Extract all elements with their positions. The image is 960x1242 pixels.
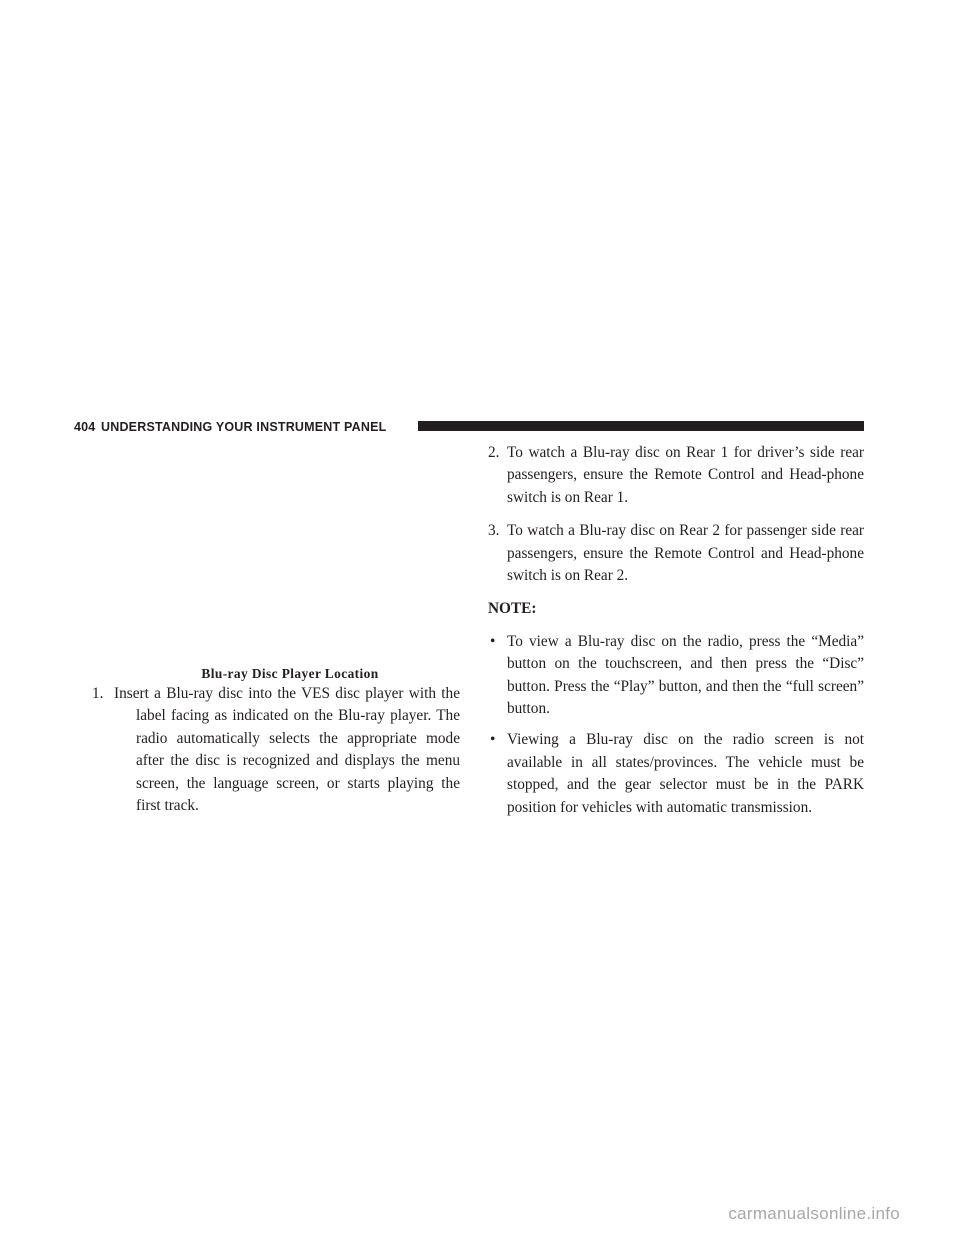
- section-title: UNDERSTANDING YOUR INSTRUMENT PANEL: [101, 420, 387, 434]
- figure-image-area: [112, 440, 462, 660]
- header-rule: [418, 421, 864, 431]
- list-item-text: Insert a Blu-ray disc into the VES disc player with the label facing as indicated on the Blu-ray player. The radio automatically selects the appropriate mode after the disc is recognized and displays the menu screen, the language screen, or starts playing the first track.: [114, 685, 460, 815]
- note-bullet: [488, 729, 864, 819]
- list-item-text: To watch a Blu-ray disc on Rear 1 for driver’s side rear passengers, ensure the Remote Control and Head-phone switch is on Rear 1.: [507, 444, 864, 506]
- list-item-1: [92, 683, 460, 817]
- bullet-icon: •: [490, 731, 496, 749]
- figure-caption: Blu-ray Disc Player Location: [201, 666, 379, 681]
- list-item-number: 2.: [488, 444, 500, 461]
- note-heading: NOTE:: [488, 600, 537, 618]
- bullet-icon: •: [490, 632, 496, 650]
- list-item-number: 3.: [488, 522, 500, 540]
- page-header: [74, 418, 864, 436]
- note-bullet-text: Viewing a Blu-ray disc on the radio screen is not available in all states/provinces. The vehicle must be stopped, and the gear selector must be in the PARK position for vehicles with automatic transmission.: [507, 731, 864, 816]
- note-bullet: [488, 631, 864, 721]
- note-bullet-text: To view a Blu-ray disc on the radio, press the “Media” button on the touchscreen, and then press the “Disc” button. Press the “Play” button, and then the “full screen” button.: [507, 632, 864, 718]
- page-number: 404: [74, 420, 96, 434]
- list-item-text: To watch a Blu-ray disc on Rear 2 for passenger side rear passengers, ensure the Remote Control and Head-phone switch is on Rear 2.: [507, 522, 864, 585]
- watermark-text: carmanualsonline.info: [728, 1204, 900, 1223]
- list-item-2: [488, 442, 864, 509]
- list-item-3: [488, 520, 864, 587]
- right-column: [488, 442, 864, 828]
- list-item-number: 1.: [92, 685, 104, 702]
